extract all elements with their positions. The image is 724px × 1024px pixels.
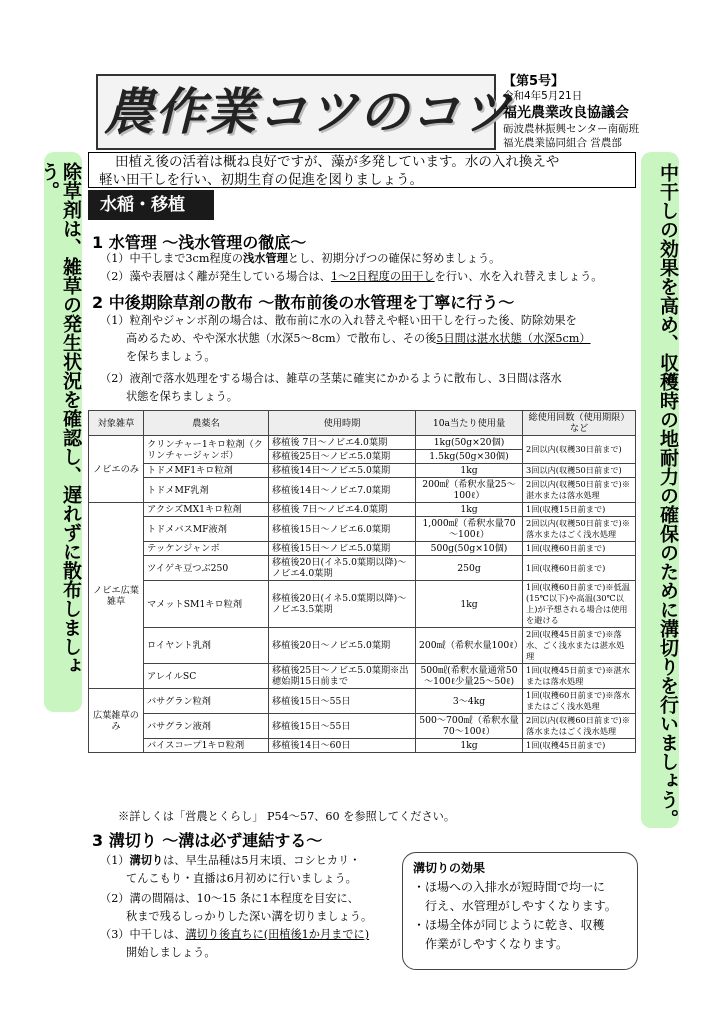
pesticide-name: マメットSM1キロ粒剤: [144, 581, 269, 628]
amount: 1kg: [416, 503, 523, 517]
total-uses: 1回(収穫15日前まで): [523, 503, 636, 517]
amount: 3～4kg: [416, 689, 523, 714]
intro-line1: 田植え後の活着は概ね良好ですが、藻が多発しています。水の入れ換えや: [115, 154, 560, 170]
section2-item2-line1: （2）液剤で落水処理をする場合は、雑草の茎葉に確実にかかるように散布し、3日間は落水: [100, 372, 562, 385]
amount: 1kg: [416, 464, 523, 478]
pesticide-name: テッケンジャンボ: [144, 542, 269, 556]
pesticide-name: ロイヤント乳剤: [144, 628, 269, 664]
section3-item3-line1: （3）中干しは、溝切り後直ちに(田植後1か月までに): [100, 928, 370, 941]
table-row: [89, 464, 636, 478]
table-row: [89, 436, 636, 450]
total-uses: 2回以内(収穫60日前まで)※落水またはごく浅水処理: [523, 714, 636, 739]
section3-item2-line1: （2）溝の間隔は、10～15 条に1本程度を目安に、: [100, 892, 359, 905]
effect-bullet2-line2: 作業がしやすくなります。: [425, 937, 569, 951]
pesticide-name: バイスコープ1キロ粒剤: [144, 739, 269, 753]
total-uses: 1回(収穫60日前まで): [523, 542, 636, 556]
section3-item2-line2: 秋まで残るしっかりした深い溝を切りましょう。: [126, 910, 373, 923]
table-row: [89, 542, 636, 556]
intro-line2: 軽い田干しを行い、初期生育の促進を図りましょう。: [99, 172, 423, 188]
usage-period: 移植後20日(イネ5.0葉期以降)～ノビエ3.5葉期: [269, 581, 416, 628]
publisher-sub2: 福光農業協同組合 営農部: [503, 137, 622, 149]
section1-item1: （1）中干しまで3cm程度の浅水管理とし、初期分げつの確保に努めましょう。: [100, 251, 501, 265]
pesticide-name: アクシズMX1キロ粒剤: [144, 503, 269, 517]
section3-item1-line1: （1）溝切りは、早生品種は5月末頃、コシヒカリ・: [100, 853, 361, 867]
total-uses: 2回以内(収穫50日前まで)※落水またはごく浅水処理: [523, 517, 636, 542]
amount: 1kg(50g×20個): [416, 436, 523, 450]
usage-period: 移植後15日～55日: [269, 714, 416, 739]
pesticide-name: トドメMF1キロ粒剤: [144, 464, 269, 478]
group-nobie-only: ノビエのみ: [89, 436, 144, 503]
header-usage-period: 使用時期: [269, 411, 416, 436]
table-row: [89, 581, 636, 628]
right-side-banner: 中干しの効果を高め、収穫時の地耐力の確保のために溝切りを行いましょう。: [641, 152, 679, 828]
section2-heading: 2 中後期除草剤の散布 ～散布前後の水管理を丁寧に行う～: [92, 293, 515, 312]
amount: 200㎖（希釈水量25～100ℓ）: [416, 478, 523, 503]
amount: 1.5kg(50g×30個): [416, 450, 523, 464]
table-row: [89, 628, 636, 664]
header-total-uses: 総使用回数（使用期限）など: [523, 411, 636, 436]
amount: 1kg: [416, 739, 523, 753]
effect-bullet2-line1: ・ほ場全体が同じように乾き、収穫: [413, 918, 605, 932]
section3-item3-line2: 開始しましょう。: [126, 946, 216, 959]
usage-period: 移植後20日～ノビエ5.0葉期: [269, 628, 416, 664]
usage-period: 移植後14日～ノビエ5.0葉期: [269, 464, 416, 478]
trench-effect-box: [402, 852, 638, 970]
section1-item2: （2）藻や表層はく離が発生している場合は、1～2日程度の田干しを行い、水を入れ替えましょう。: [100, 270, 603, 283]
total-uses: 2回以内(収穫30日前まで): [523, 436, 636, 464]
total-uses: 1回(収穫60日前まで): [523, 556, 636, 581]
amount: 500～700㎖（希釈水量70～100ℓ）: [416, 714, 523, 739]
usage-period: 移植後15日～55日: [269, 689, 416, 714]
table-row: [89, 689, 636, 714]
usage-period: 移植後14日～ノビエ7.0葉期: [269, 478, 416, 503]
table-row: [89, 478, 636, 503]
intro-box: [88, 152, 636, 188]
herbicide-table: [88, 410, 636, 753]
section-band: 水稲・移植: [88, 190, 214, 220]
section3-heading: 3 溝切り ～溝は必ず連結する～: [92, 831, 323, 850]
total-uses: 2回(収穫45日前まで)※落水、ごく浅水または湛水処理: [523, 628, 636, 664]
total-uses: 1回(収穫45日前まで): [523, 739, 636, 753]
total-uses: 1回(収穫60日前まで)※低温(15℃以下)や高温(30℃以上)が予想される場合は使用を避ける: [523, 581, 636, 628]
table-row: [89, 739, 636, 753]
usage-period: 移植後 7日～ノビエ4.0葉期: [269, 436, 416, 450]
group-broadleaf-only: 広葉雑草のみ: [89, 689, 144, 753]
table-row: [89, 714, 636, 739]
pesticide-name: ツイゲキ豆つぶ250: [144, 556, 269, 581]
table-note: ※詳しくは「営農とくらし」 P54～57、60 を参照してください。: [118, 810, 456, 823]
table-header-row: [89, 411, 636, 436]
issue-number: 【第5号】: [503, 74, 565, 89]
publisher-main: 福光農業改良協議会: [503, 105, 629, 121]
issue-date: 令和4年5月21日: [503, 90, 583, 102]
table-row: [89, 664, 636, 689]
total-uses: 1回(収穫60日前まで)※落水またはごく浅水処理: [523, 689, 636, 714]
group-nobie-broadleaf: ノビエ広葉雑草: [89, 503, 144, 689]
section2-item2-line2: 状態を保ちましょう。: [126, 390, 238, 403]
usage-period: 移植後15日～ノビエ6.0葉期: [269, 517, 416, 542]
left-side-banner: 除草剤は、雑草の発生状況を確認し、遅れずに散布しましょう。: [44, 152, 82, 712]
usage-period: 移植後25日～ノビエ5.0葉期: [269, 450, 416, 464]
section3-item1-line2: てんこもり・直播は6月初めに行いましょう。: [126, 872, 357, 885]
header-pesticide-name: 農薬名: [144, 411, 269, 436]
newsletter-title: 農作業コツのコツ: [104, 83, 512, 141]
usage-period: 移植後14日～60日: [269, 739, 416, 753]
effect-bullet1-line2: 行え、水管理がしやすくなります。: [425, 899, 617, 913]
section1-heading: 1 水管理 ～浅水管理の徹底～: [92, 233, 307, 252]
amount: 1kg: [416, 581, 523, 628]
pesticide-name: トドメバスMF液剤: [144, 517, 269, 542]
effect-bullet1-line1: ・ほ場への入排水が短時間で均一に: [413, 880, 606, 894]
amount: 250g: [416, 556, 523, 581]
section2-item1-line2: 高めるため、やや深水状態（水深5～8cm）で散布し、その後5日間は湛水状態（水深5cm）: [126, 332, 591, 345]
title-box: [96, 74, 512, 150]
usage-period: 移植後15日～ノビエ5.0葉期: [269, 542, 416, 556]
publisher-sub1: 砺波農林振興センター南砺班: [503, 123, 640, 135]
pesticide-name: アレイルSC: [144, 664, 269, 689]
usage-period: 移植後20日(イネ5.0葉期以降)～ノビエ4.0葉期: [269, 556, 416, 581]
total-uses: 2回以内(収穫50日前まで)※湛水または落水処理: [523, 478, 636, 503]
effect-title: 溝切りの効果: [413, 861, 486, 875]
header-amount: 10a当たり使用量: [416, 411, 523, 436]
amount: 1,000㎖（希釈水量70～100ℓ）: [416, 517, 523, 542]
total-uses: 1回(収穫45日前まで)※湛水または落水処理: [523, 664, 636, 689]
amount: 500㎖(希釈水量通常50～100ℓ少量25～50ℓ): [416, 664, 523, 689]
usage-period: 移植後25日～ノビエ5.0葉期※出穂始期15日前まで: [269, 664, 416, 689]
section2-item1-line1: （1）粒剤やジャンボ剤の場合は、散布前に水の入れ替えや軽い田干しを行った後、防除効果を: [100, 314, 577, 327]
pesticide-name: バサグラン液剤: [144, 714, 269, 739]
amount: 500g(50g×10個): [416, 542, 523, 556]
pesticide-name: トドメMF乳剤: [144, 478, 269, 503]
pesticide-name: バサグラン粒剤: [144, 689, 269, 714]
total-uses: 3回以内(収穫50日前まで): [523, 464, 636, 478]
table-row: [89, 517, 636, 542]
section2-item1-line3: を保ちましょう。: [126, 350, 216, 363]
amount: 200㎖（希釈水量100ℓ）: [416, 628, 523, 664]
pesticide-name: クリンチャー1キロ粒剤（クリンチャージャンボ）: [144, 436, 269, 464]
header-target-weed: 対象雑草: [89, 411, 144, 436]
table-row: [89, 556, 636, 581]
table-row: [89, 503, 636, 517]
usage-period: 移植後 7日～ノビエ4.0葉期: [269, 503, 416, 517]
